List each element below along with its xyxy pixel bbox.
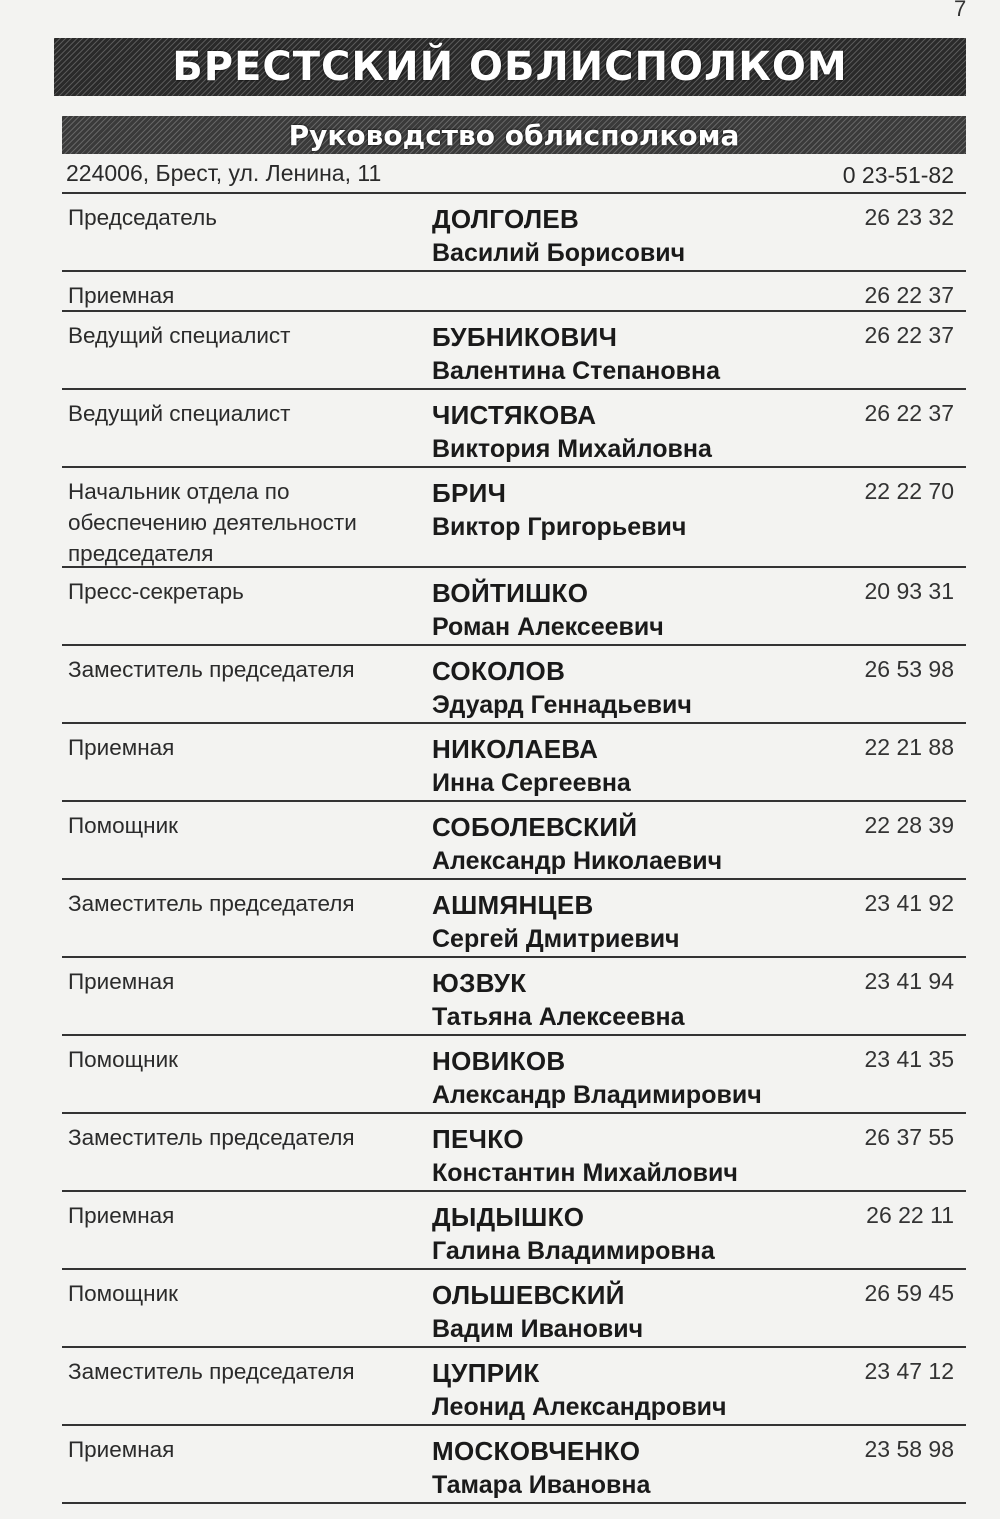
page-number: 7 bbox=[954, 0, 967, 21]
directory-table bbox=[62, 192, 966, 1504]
surname: ДОЛГОЛЕВ bbox=[432, 204, 580, 234]
page-title: БРЕСТСКИЙ ОБЛИСПОЛКОМ bbox=[172, 44, 848, 90]
given-name: Леонид Александрович bbox=[432, 1393, 727, 1421]
person-name bbox=[432, 1356, 852, 1424]
directory-row bbox=[62, 390, 966, 468]
given-name: Вадим Иванович bbox=[432, 1315, 644, 1343]
directory-row bbox=[62, 1192, 966, 1270]
directory-row bbox=[62, 1114, 966, 1192]
role-label: Начальник отдела по обеспечению деятельности председателя bbox=[68, 479, 357, 566]
role-label: Заместитель председателя bbox=[68, 1125, 355, 1150]
phone-number: 22 22 70 bbox=[864, 478, 954, 504]
surname: ВОЙТИШКО bbox=[432, 578, 589, 608]
page-title-banner bbox=[54, 38, 966, 96]
address-line bbox=[66, 158, 954, 192]
directory-row bbox=[62, 958, 966, 1036]
given-name: Александр Николаевич bbox=[432, 847, 723, 875]
role-label: Пресс-секретарь bbox=[68, 579, 244, 604]
phone-number: 23 47 12 bbox=[864, 1358, 954, 1384]
role-label: Приемная bbox=[68, 1437, 175, 1462]
role-label: Ведущий специалист bbox=[68, 401, 291, 426]
directory-row bbox=[62, 1426, 966, 1504]
phone-number: 20 93 31 bbox=[864, 578, 954, 604]
person-name bbox=[432, 320, 852, 388]
directory-row bbox=[62, 312, 966, 390]
person-name bbox=[432, 202, 852, 270]
phone-number: 23 41 35 bbox=[864, 1046, 954, 1072]
phone-number: 23 41 94 bbox=[864, 968, 954, 994]
phone-number: 26 23 32 bbox=[864, 204, 954, 230]
directory-row bbox=[62, 1270, 966, 1348]
surname: ЦУПРИК bbox=[432, 1358, 540, 1388]
directory-row bbox=[62, 1036, 966, 1114]
given-name: Василий Борисович bbox=[432, 239, 686, 267]
role-label: Заместитель председателя bbox=[68, 1359, 355, 1384]
surname: НИКОЛАЕВА bbox=[432, 734, 599, 764]
directory-row bbox=[62, 802, 966, 880]
given-name: Тамара Ивановна bbox=[432, 1471, 651, 1499]
directory-row bbox=[62, 1348, 966, 1426]
surname: БРИЧ bbox=[432, 478, 507, 508]
surname: МОСКОВЧЕНКО bbox=[432, 1436, 641, 1466]
surname: ЮЗВУК bbox=[432, 968, 527, 998]
role-label: Ведущий специалист bbox=[68, 323, 291, 348]
surname: ОЛЬШЕВСКИЙ bbox=[432, 1280, 625, 1310]
role-label: Помощник bbox=[68, 813, 179, 838]
given-name: Галина Владимировна bbox=[432, 1237, 715, 1265]
directory-row bbox=[62, 272, 966, 312]
phone-number: 22 28 39 bbox=[864, 812, 954, 838]
directory-row bbox=[62, 724, 966, 802]
given-name: Татьяна Алексеевна bbox=[432, 1003, 685, 1031]
surname: СОКОЛОВ bbox=[432, 656, 566, 686]
person-name bbox=[432, 1434, 852, 1502]
role-label: Председатель bbox=[68, 205, 217, 230]
person-name bbox=[432, 654, 852, 722]
phone-number: 26 22 37 bbox=[864, 282, 954, 308]
surname: НОВИКОВ bbox=[432, 1046, 566, 1076]
role-label: Заместитель председателя bbox=[68, 891, 355, 916]
role-label: Приемная bbox=[68, 1203, 175, 1228]
role-label: Помощник bbox=[68, 1047, 179, 1072]
person-name bbox=[432, 1122, 852, 1190]
role-label: Приемная bbox=[68, 969, 175, 994]
directory-row bbox=[62, 468, 966, 568]
person-name bbox=[432, 398, 852, 466]
person-name bbox=[432, 888, 852, 956]
surname: АШМЯНЦЕВ bbox=[432, 890, 594, 920]
address-text: 224006, Брест, ул. Ленина, 11 bbox=[66, 160, 382, 186]
section-title-banner bbox=[62, 116, 966, 154]
phone-number: 26 22 37 bbox=[864, 400, 954, 426]
role-label: Приемная bbox=[68, 735, 175, 760]
surname: ДЫДЫШКО bbox=[432, 1202, 585, 1232]
given-name: Александр Владимирович bbox=[432, 1081, 762, 1109]
surname: ПЕЧКО bbox=[432, 1124, 524, 1154]
person-name bbox=[432, 1278, 852, 1346]
surname: БУБНИКОВИЧ bbox=[432, 322, 618, 352]
person-name bbox=[432, 476, 852, 544]
given-name: Виктор Григорьевич bbox=[432, 513, 687, 541]
given-name: Валентина Степановна bbox=[432, 357, 721, 385]
phone-number: 22 21 88 bbox=[864, 734, 954, 760]
person-name bbox=[432, 1200, 852, 1268]
phone-number: 26 22 37 bbox=[864, 322, 954, 348]
phone-number: 26 53 98 bbox=[864, 656, 954, 682]
address-phone: 0 23-51-82 bbox=[842, 162, 954, 188]
section-title: Руководство облисполкома bbox=[288, 118, 740, 152]
directory-row bbox=[62, 880, 966, 958]
surname: ЧИСТЯКОВА bbox=[432, 400, 597, 430]
directory-row bbox=[62, 568, 966, 646]
role-label: Помощник bbox=[68, 1281, 179, 1306]
phone-number: 26 59 45 bbox=[864, 1280, 954, 1306]
phone-number: 23 58 98 bbox=[864, 1436, 954, 1462]
surname: СОБОЛЕВСКИЙ bbox=[432, 812, 638, 842]
person-name bbox=[432, 732, 852, 800]
person-name bbox=[432, 576, 852, 644]
given-name: Эдуард Геннадьевич bbox=[432, 691, 692, 719]
phone-number: 23 41 92 bbox=[864, 890, 954, 916]
person-name bbox=[432, 1044, 852, 1112]
given-name: Инна Сергеевна bbox=[432, 769, 631, 797]
person-name bbox=[432, 966, 852, 1034]
person-name bbox=[432, 810, 852, 878]
given-name: Сергей Дмитриевич bbox=[432, 925, 680, 953]
given-name: Константин Михайлович bbox=[432, 1159, 738, 1187]
phone-number: 26 37 55 bbox=[864, 1124, 954, 1150]
given-name: Роман Алексеевич bbox=[432, 613, 664, 641]
given-name: Виктория Михайловна bbox=[432, 435, 712, 463]
role-label: Заместитель председателя bbox=[68, 657, 355, 682]
directory-row bbox=[62, 194, 966, 272]
role-label: Приемная bbox=[68, 283, 175, 308]
phone-number: 26 22 11 bbox=[866, 1202, 954, 1228]
directory-row bbox=[62, 646, 966, 724]
